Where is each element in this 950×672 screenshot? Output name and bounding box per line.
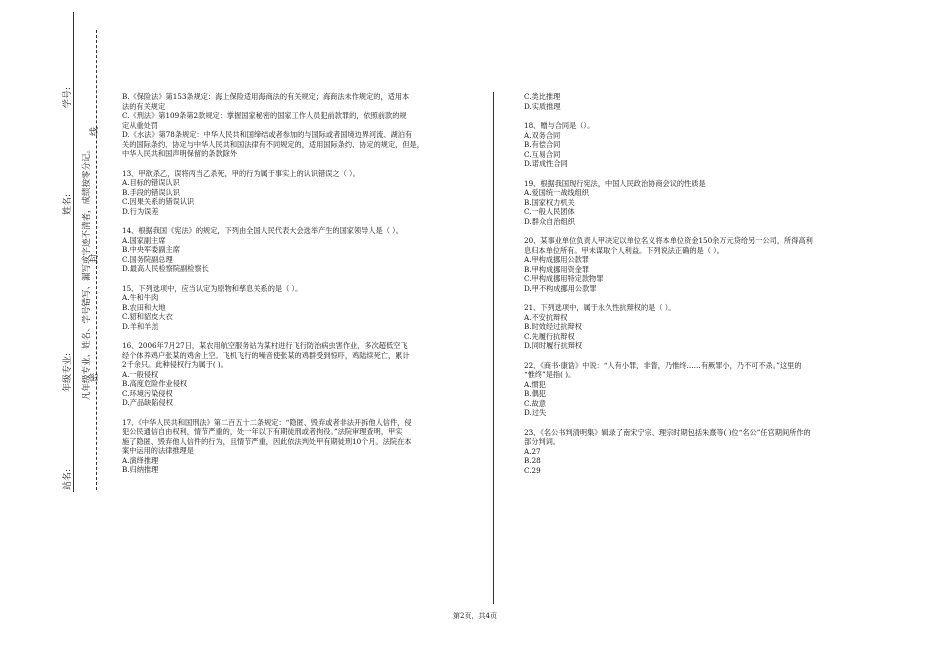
question-line: D.同时履行抗辩权	[524, 341, 583, 350]
question-line: D.诺成性合同	[524, 159, 568, 168]
binding-strip	[0, 0, 110, 672]
question-line: B.国家权力机关	[524, 197, 575, 207]
question-line: 17、《中华人民共和国刑法》第二百五十二条规定：“隐匿、毁弃或者非法开拆他人信件，侵	[122, 417, 412, 427]
question-line: 中华人民共和国声明保留的条款除外	[122, 149, 238, 158]
question-line: A.惯犯	[524, 379, 546, 389]
question-line: A.爱国统一战线组织	[524, 188, 589, 197]
question-line: B.《保险法》第153条规定：海上保险适用海商法的有关规定；海商法未作规定的，适用本	[122, 92, 410, 101]
question-block	[122, 418, 462, 475]
question-block	[122, 284, 462, 332]
name-label: 姓名:	[63, 193, 73, 215]
question-line: B.偶犯	[524, 389, 546, 398]
question-block	[524, 179, 869, 227]
left-column	[122, 92, 462, 485]
question-line: B.归纳推理	[122, 465, 159, 474]
question-line: 部分判词。	[524, 437, 560, 446]
question-line: B.时效经过抗辩权	[524, 322, 582, 331]
question-line: A.不安抗辩权	[524, 312, 568, 322]
question-line: C.互易合同	[524, 149, 561, 159]
question-line: A.国家副主席	[122, 235, 166, 245]
question-line: 经个体养鸡户张某的鸡舍上空。飞机飞行的噪音使张某的鸡群受到惊吓，鸡陆续死亡，累计	[122, 350, 410, 360]
question-line: B.农田和大地	[122, 302, 166, 312]
cut-label-secret: 密	[90, 372, 100, 382]
question-block	[122, 169, 462, 217]
question-line: 14、根据我国《宪法》的规定，下列由全国人民代表大会选举产生的国家领导人是（ ）。	[122, 226, 403, 235]
question-block	[524, 428, 869, 476]
class-label: 年级专业:	[63, 352, 73, 392]
question-line: A.双务合同	[524, 130, 561, 140]
question-line: 15、下列选项中，应当认定为原物和孳息关系的是（ ）。	[122, 283, 303, 293]
question-line: C.29	[524, 465, 541, 475]
question-line: 20、某事业单位负责人甲决定以单位名义将本单位资金150余万元贷给另一公司，所得高利	[524, 236, 813, 245]
right-column	[524, 92, 869, 485]
question-block	[122, 341, 462, 408]
question-line: D.行为误差	[122, 206, 159, 216]
question-line: C.类比推理	[524, 92, 561, 101]
question-line: 法的有关规定	[122, 101, 166, 111]
question-line: C.国务院副总理	[122, 254, 173, 264]
question-line: 22、《商书·康诰》中说：“人有小罪，非眚，乃惟终……有厥罪小，乃不可不杀。”这里的	[524, 360, 802, 370]
question-line: 息归本单位所有。甲未谋取个人利益。下列说法正确的是（ ）。	[524, 245, 724, 255]
question-line: 施了隐匿、毁弃他人信件的行为，且情节严重，因此依法判处甲有期徒刑10个月。法院在本	[122, 436, 412, 446]
question-line: 13、甲欲杀乙，误将丙当乙杀死，甲的行为属于事实上的认识错误之（ ）。	[122, 168, 360, 178]
question-line: C.甲构成挪用特定款物罪	[524, 274, 604, 283]
question-line: D.《水法》第78条规定：中华人民共和国缔结或者参加的与国际或者国境边界河流、湖泊有	[122, 130, 413, 139]
question-line: B.高度危险作业侵权	[122, 379, 188, 388]
question-line: 关的国际条约、协定与中华人民共和国法律有不同规定的，适用国际条约、协定的规定，但是，	[122, 139, 424, 149]
question-line: D.过失	[524, 408, 547, 417]
question-block	[122, 92, 462, 159]
page-footer: 第2页，共4页	[453, 612, 497, 620]
question-line: D.群众自治组织	[524, 216, 575, 226]
question-block	[524, 361, 869, 418]
seat-number-label: 学号:	[63, 86, 73, 108]
question-line: B.手段的错误认识	[122, 187, 180, 197]
question-line: 定从重处罚	[122, 120, 158, 130]
question-block	[524, 303, 869, 351]
binding-solid-line	[73, 12, 74, 492]
question-line: A.牛和牛肉	[122, 293, 159, 302]
question-line: 16、2006年7月27日，某农用航空服务站为某村进行飞行防治病虫害作业，多次超低空飞	[122, 341, 408, 350]
question-line: A.演绎推理	[122, 455, 159, 465]
school-label: 站名:	[63, 468, 73, 490]
question-line: D.羊和羊羔	[122, 321, 159, 331]
question-line: B.有偿合同	[524, 140, 561, 149]
question-line: C.故意	[524, 398, 546, 408]
column-divider	[493, 92, 494, 604]
question-line: B.28	[524, 456, 541, 465]
question-line: D.最高人民检察院副检察长	[122, 264, 209, 273]
question-line: C.环境污染侵权	[122, 388, 173, 398]
question-line: 19、根据我国现行宪法，中国人民政治协商会议的性质是	[524, 178, 706, 188]
question-line: D.产品缺陷侵权	[122, 398, 173, 407]
binding-instruction: 凡年级专业、姓名、学号错写、漏写或字迹不清者，成绩按零分记。	[82, 144, 92, 400]
question-line: B.甲构成挪用资金罪	[524, 264, 590, 274]
question-line: C.先履行抗辩权	[524, 331, 575, 341]
question-block	[524, 92, 869, 111]
question-line: 案中运用的法律推理是	[122, 446, 194, 455]
question-line: A.甲构成挪用公款罪	[524, 255, 589, 264]
question-line: D.实质推理	[524, 101, 561, 111]
question-line: A.27	[524, 446, 541, 456]
question-line: C.貂和貂皮大衣	[122, 312, 173, 321]
question-line: B.中央军委副主席	[122, 245, 180, 254]
question-block	[524, 236, 869, 293]
question-line: 23、《名公书判清明集》辑录了南宋宁宗、理宗时期包括朱熹等( )位“名公”任官期间所作的	[524, 427, 811, 437]
question-line: D.甲不构成挪用公款罪	[524, 283, 597, 293]
question-line: C.《刑法》第109条第2款规定：掌握国家秘密的国家工作人员犯前款罪的，依照前款的规	[122, 111, 407, 120]
cut-label-seal: 封	[90, 253, 100, 263]
question-line: 2千余只。此种侵权行为属于( )。	[122, 360, 228, 369]
cut-label-line: 线	[90, 126, 100, 136]
question-line: 18、赠与合同是（）。	[524, 121, 595, 130]
question-block	[524, 121, 869, 169]
question-line: A.目标的错误认识	[122, 178, 180, 187]
question-block	[122, 226, 462, 274]
question-line: C.因果关系的错误认识	[122, 197, 195, 206]
question-line: “惟终”是指( )。	[524, 370, 576, 379]
question-line: A.一般侵权	[122, 369, 159, 379]
question-line: C.一般人民团体	[524, 207, 575, 216]
question-line: 21、下列选项中，属于永久性抗辩权的是（ ）。	[524, 303, 676, 312]
question-line: 犯公民通信自由权利，情节严重的，处一年以下有期徒刑或者拘役。”法院审理查明，甲实	[122, 427, 403, 436]
